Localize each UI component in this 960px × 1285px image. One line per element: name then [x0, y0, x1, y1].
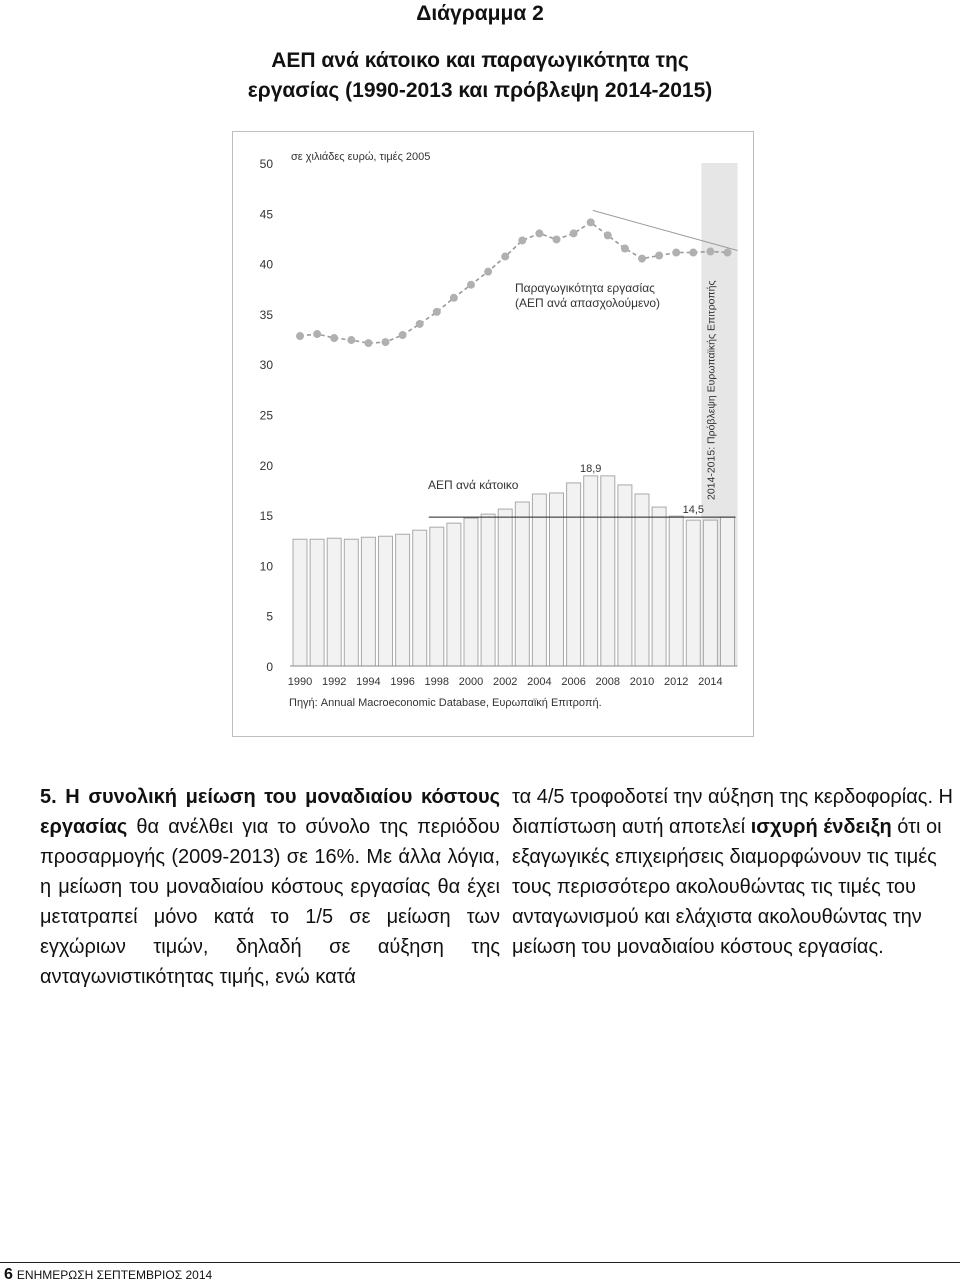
data-point: [450, 294, 458, 302]
paragraph-5: [40, 782, 500, 992]
page-footer: [4, 1266, 212, 1284]
text-column-left: [40, 782, 500, 992]
bar: [293, 539, 307, 666]
bar: [601, 476, 615, 666]
data-point: [313, 330, 321, 338]
bar: [635, 494, 649, 666]
bar: [396, 534, 410, 666]
data-point: [724, 249, 732, 257]
bar: [430, 527, 444, 666]
x-tick-label: 2010: [629, 676, 655, 688]
series-label-gdp: ΑΕΠ ανά κάτοικο: [428, 478, 519, 492]
data-point: [364, 339, 372, 347]
bar: [532, 494, 546, 666]
y-tick-label: 30: [259, 358, 273, 373]
x-tick-label: 2004: [527, 676, 552, 688]
bar: [361, 537, 375, 666]
data-point: [689, 249, 697, 257]
x-tick-label: 1994: [356, 676, 381, 688]
x-tick-label: 1990: [287, 676, 313, 688]
y-tick-label: 10: [259, 559, 273, 574]
bar: [344, 539, 358, 666]
y-tick-label: 45: [259, 207, 273, 222]
x-tick-label: 2002: [492, 676, 518, 688]
data-point: [467, 281, 475, 289]
text-column-right: [512, 782, 960, 962]
data-point: [570, 229, 578, 237]
x-tick-label: 2000: [458, 676, 484, 688]
data-point: [672, 249, 680, 257]
paragraph-continued: [512, 782, 960, 962]
bar: [413, 530, 427, 666]
figure-label: Διάγραμμα 2: [416, 2, 544, 25]
bar: [703, 520, 717, 666]
y-tick-label: 25: [259, 408, 273, 423]
series-label-productivity: Παραγωγικότητα εργασίας: [515, 281, 655, 295]
data-point: [416, 320, 424, 328]
page-number: 6: [4, 1266, 13, 1283]
data-point: [553, 235, 561, 243]
data-point: [347, 336, 355, 344]
data-point: [535, 229, 543, 237]
x-tick-label: 2012: [663, 676, 689, 688]
bar: [498, 509, 512, 666]
paragraph-number: 5.: [40, 786, 57, 808]
x-tick-label: 1996: [390, 676, 415, 688]
bar: [584, 476, 598, 666]
bar: [515, 502, 529, 666]
data-point: [382, 338, 390, 346]
data-label-peak: 18,9: [579, 462, 602, 475]
data-point: [433, 308, 441, 316]
data-point: [638, 255, 646, 263]
unit-note: σε χιλιάδες ευρώ, τιμές 2005: [291, 151, 431, 163]
footer-rule: [0, 1262, 960, 1263]
y-tick-label: 40: [259, 257, 273, 272]
y-tick-label: 0: [266, 660, 273, 674]
bar: [618, 485, 632, 666]
bar: [481, 514, 495, 666]
paragraph-body-b: ότι οι εξαγωγικές επιχειρήσεις διαμορφώνουν τις τιμές τους περισσότερο ακολουθώντας τις τιμές του ανταγωνισμού και ελάχιστα ακολουθώντας την μείωση του μοναδιαίου κόστους εργασίας.: [512, 816, 942, 958]
bar: [379, 536, 393, 666]
paragraph-body: θα ανέλθει για το σύνολο της περιόδου προσαρμογής (2009-2013) σε 16%. Με άλλα λόγια, η μείωση του μοναδιαίου κόστους εργασίας θα έχει μετατραπεί μόνο κατά το 1/5 σε μείωση των εγχώριων τιμών, δηλαδή σε αύξηση της ανταγωνιστικότητας τιμής, ενώ κατά: [40, 816, 500, 988]
data-point: [399, 331, 407, 339]
series-label-productivity: (ΑΕΠ ανά απασχολούμενο): [515, 296, 661, 310]
bar: [652, 507, 666, 666]
paragraph-emphasis: ισχυρή ένδειξη: [750, 816, 892, 838]
bar: [721, 517, 735, 666]
data-point: [484, 268, 492, 276]
x-tick-label: 2008: [595, 676, 621, 688]
bar: [464, 518, 478, 666]
data-point: [621, 245, 629, 253]
bar: [686, 520, 700, 666]
publication-name: ΕΝΗΜΕΡΩΣΗ ΣΕΠΤΕΜΒΡΙΟΣ 2014: [16, 1268, 213, 1282]
y-tick-label: 35: [259, 307, 273, 322]
chart-svg: [233, 132, 753, 736]
x-tick-label: 1998: [424, 676, 450, 688]
data-point: [330, 334, 338, 342]
y-tick-label: 50: [259, 157, 273, 171]
data-label-last: 14,5: [682, 504, 705, 517]
bar: [550, 493, 564, 666]
y-tick-label: 15: [259, 509, 273, 524]
data-point: [655, 252, 663, 260]
x-tick-label: 1992: [321, 676, 347, 688]
figure-title: [0, 46, 960, 106]
forecast-note: 2014-2015: Πρόβλεψη Ευρωπαϊκής Επιτροπής: [705, 280, 718, 500]
figure-title-line-2: εργασίας (1990-2013 και πρόβλεψη 2014-2015): [247, 79, 713, 102]
data-point: [518, 236, 526, 244]
bar: [669, 516, 683, 666]
y-tick-label: 5: [266, 609, 273, 624]
data-point: [604, 231, 612, 239]
data-point: [296, 332, 304, 340]
x-tick-label: 2014: [698, 676, 723, 688]
bar: [327, 538, 341, 666]
y-tick-label: 20: [259, 458, 273, 473]
bar: [447, 523, 461, 666]
data-point: [706, 248, 714, 256]
chart-figure: [232, 131, 754, 737]
figure-title-line-1: ΑΕΠ ανά κάτοικο και παραγωγικότητα της: [271, 49, 689, 72]
bar: [567, 483, 581, 666]
bar: [310, 539, 324, 666]
paragraph-body-a: τα 4/5 τροφοδοτεί την αύξηση της κερδοφορίας. Η διαπίστωση αυτή αποτελεί: [512, 786, 953, 838]
x-tick-label: 2006: [561, 676, 586, 688]
data-point: [587, 218, 595, 226]
source-note: Πηγή: Annual Macroeconomic Database, Ευρωπαϊκή Επιτροπή.: [289, 697, 602, 709]
paragraph-lead-bold: Η συνολική μείωση του μοναδιαίου κόστους εργασίας: [40, 786, 500, 838]
series-line-productivity: [300, 222, 728, 343]
data-point: [501, 253, 509, 261]
